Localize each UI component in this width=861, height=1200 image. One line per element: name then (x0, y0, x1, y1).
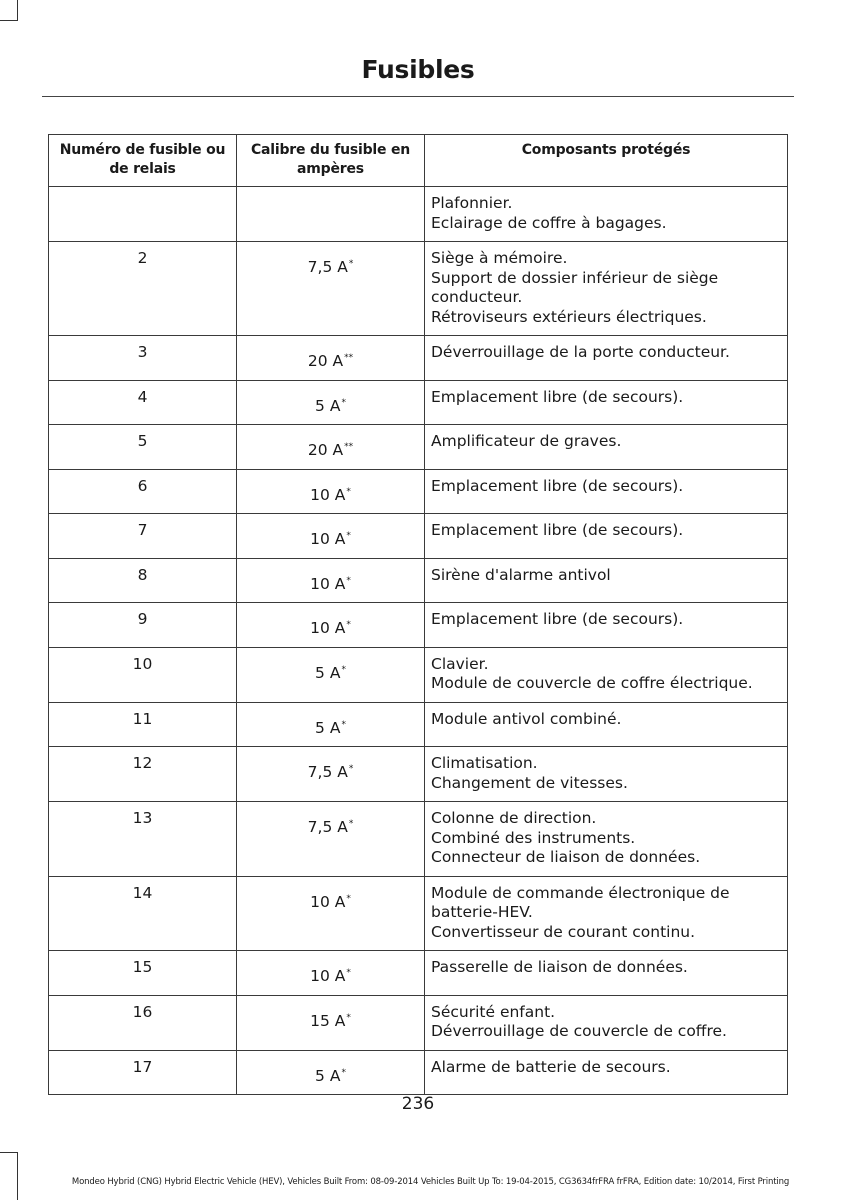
protected-components-cell (425, 514, 788, 559)
fuse-number-cell: 10 (49, 647, 237, 702)
table-row (49, 802, 788, 877)
footnote-mark: * (348, 819, 354, 829)
fuse-number-cell: 11 (49, 702, 237, 747)
table-row (49, 995, 788, 1050)
fuse-rating-text: 10 A (310, 892, 346, 911)
component-line: Déverrouillage de la porte conducteur. (431, 343, 730, 361)
component-line: Emplacement libre (de secours). (431, 387, 684, 406)
component-line: Module antivol combiné. (431, 709, 622, 728)
fuse-number-cell: 13 (49, 802, 237, 877)
fuse-rating-cell (237, 558, 425, 603)
fuse-number-cell: 12 (49, 747, 237, 802)
fuse-rating-cell (237, 802, 425, 877)
fuse-rating-cell (237, 1050, 425, 1095)
fuse-rating-value (310, 884, 351, 913)
fuse-rating-value (310, 1003, 351, 1032)
fuse-number-cell: 14 (49, 876, 237, 951)
table-row (49, 747, 788, 802)
footnote-mark: * (346, 486, 351, 497)
fuse-number-cell: 5 (49, 425, 237, 470)
footnote-mark: * (341, 664, 346, 675)
crop-mark-top-left-vertical (17, 0, 18, 20)
fuse-rating-text: 20 A (307, 352, 344, 370)
fuse-number-cell: 6 (49, 469, 237, 514)
crop-mark-bottom-left-horizontal (0, 1152, 18, 1153)
fuse-rating-text: 10 A (310, 619, 346, 637)
fuse-rating-text: 10 A (310, 574, 346, 593)
fuse-table (48, 134, 788, 1095)
table-row (49, 336, 788, 381)
fuse-rating-cell (237, 603, 425, 648)
fuse-number-cell: 9 (49, 603, 237, 648)
footnote-mark: * (341, 719, 346, 730)
component-line: Plafonnier. (431, 194, 513, 212)
fuse-rating-text: 15 A (310, 1011, 346, 1030)
fuse-number-cell: 3 (49, 336, 237, 381)
header-fuse-rating: Calibre du fusible en ampères (237, 135, 425, 187)
component-line: Module de couvercle de coffre électrique. (431, 674, 753, 692)
fuse-rating-text: 7,5 A (307, 258, 348, 276)
fuse-rating-value (308, 343, 353, 372)
protected-components-cell (425, 380, 788, 425)
component-line: Climatisation. (431, 754, 538, 772)
component-line: Convertisseur de courant continu. (431, 922, 696, 941)
header-protected-components: Composants protégés (425, 135, 788, 187)
fuse-rating-value (308, 249, 354, 278)
fuse-rating-cell (237, 380, 425, 425)
fuse-rating-text: 10 A (310, 530, 346, 548)
component-line: Eclairage de coffre à bagages. (431, 213, 667, 232)
footnote-mark: * (348, 764, 354, 774)
footnote-mark: * (346, 620, 351, 630)
page-title: Fusibles (361, 55, 475, 84)
fuse-rating-cell (237, 425, 425, 470)
fuse-rating-cell (237, 242, 425, 336)
protected-components-cell (425, 1050, 788, 1095)
fuse-rating-text: 10 A (310, 967, 346, 985)
fuse-rating-value (310, 521, 351, 550)
fuse-number-cell (49, 187, 237, 242)
fuse-rating-value (308, 809, 354, 838)
fuse-rating-value (310, 958, 351, 987)
table-row (49, 514, 788, 559)
fuse-number-cell: 15 (49, 951, 237, 996)
component-line: Passerelle de liaison de données. (431, 958, 688, 976)
protected-components-cell (425, 802, 788, 877)
table-row (49, 1050, 788, 1095)
protected-components-cell (425, 187, 788, 242)
table-row (49, 876, 788, 951)
table-row (49, 380, 788, 425)
header-fuse-number: Numéro de fusible ou de relais (49, 135, 237, 187)
footer-edition-info: Mondeo Hybrid (CNG) Hybrid Electric Vehicle (HEV), Vehicles Built From: 08-09-2014 Vehicles Built Up To: 19-04-2015, CG3634frFRA frFRA, Edition date: 10/2014, First Printing (71, 1177, 790, 1187)
fuse-table-body (49, 187, 788, 1095)
component-line: Support de dossier inférieur de siège conducteur. (431, 268, 719, 306)
fuse-rating-cell (237, 702, 425, 747)
fuse-rating-value (310, 610, 351, 639)
protected-components-cell (425, 469, 788, 514)
component-line: Emplacement libre (de secours). (431, 476, 684, 495)
protected-components-cell (425, 995, 788, 1050)
table-row (49, 951, 788, 996)
fuse-rating-cell (237, 647, 425, 702)
protected-components-cell (425, 558, 788, 603)
title-rule (42, 96, 794, 97)
fuse-rating-cell (237, 336, 425, 381)
table-row (49, 702, 788, 747)
component-line: Siège à mémoire. (431, 249, 568, 267)
footnote-mark: * (346, 575, 351, 586)
component-line: Déverrouillage de couvercle de coffre. (431, 1022, 727, 1040)
protected-components-cell (425, 876, 788, 951)
table-row (49, 558, 788, 603)
footnote-mark: * (346, 893, 351, 904)
fuse-number-cell: 17 (49, 1050, 237, 1095)
component-line: Clavier. (431, 654, 489, 673)
fuse-rating-text: 10 A (310, 485, 346, 504)
component-line: Colonne de direction. (431, 809, 597, 827)
fuse-number-cell: 2 (49, 242, 237, 336)
fuse-number-cell: 8 (49, 558, 237, 603)
component-line: Combiné des instruments. (431, 828, 636, 847)
fuse-rating-value (315, 655, 346, 684)
fuse-rating-text: 5 A (315, 1066, 341, 1085)
footnote-mark: ** (344, 353, 354, 363)
fuse-rating-cell (237, 951, 425, 996)
table-row (49, 425, 788, 470)
component-line: Emplacement libre (de secours). (431, 521, 684, 539)
component-line: Module de commande électronique de batterie-HEV. (431, 883, 730, 921)
footnote-mark: ** (344, 442, 354, 452)
fuse-number-cell: 16 (49, 995, 237, 1050)
component-line: Connecteur de liaison de données. (431, 848, 701, 866)
footnote-mark: * (346, 531, 351, 541)
fuse-number-cell: 4 (49, 380, 237, 425)
crop-mark-top-left-horizontal (0, 20, 18, 21)
fuse-rating-value (310, 566, 351, 595)
table-row (49, 647, 788, 702)
table-row (49, 242, 788, 336)
component-line: Sécurité enfant. (431, 1002, 556, 1021)
fuse-rating-value (315, 388, 346, 417)
component-line: Rétroviseurs extérieurs électriques. (431, 307, 707, 326)
component-line: Amplificateur de graves. (431, 432, 622, 450)
fuse-rating-value (315, 1058, 346, 1087)
fuse-rating-text: 7,5 A (307, 818, 348, 836)
component-line: Alarme de batterie de secours. (431, 1057, 671, 1076)
footnote-mark: * (346, 1012, 351, 1023)
protected-components-cell (425, 242, 788, 336)
component-line: Emplacement libre (de secours). (431, 610, 684, 628)
fuse-rating-value (308, 754, 354, 783)
fuse-rating-text: 5 A (315, 396, 341, 415)
protected-components-cell (425, 425, 788, 470)
fuse-rating-text: 7,5 A (307, 763, 348, 781)
fuse-rating-value (315, 710, 346, 739)
fuse-rating-cell (237, 469, 425, 514)
protected-components-cell (425, 747, 788, 802)
crop-mark-bottom-left-vertical (17, 1152, 18, 1200)
footnote-mark: * (341, 1067, 346, 1078)
table-row (49, 187, 788, 242)
fuse-rating-cell (237, 995, 425, 1050)
protected-components-cell (425, 603, 788, 648)
protected-components-cell (425, 951, 788, 996)
fuse-rating-cell (237, 187, 425, 242)
protected-components-cell (425, 647, 788, 702)
fuse-rating-value (330, 194, 331, 223)
fuse-rating-cell (237, 514, 425, 559)
fuse-rating-cell (237, 747, 425, 802)
page-number: 236 (401, 1094, 435, 1114)
table-header-row (49, 135, 788, 187)
component-line: Changement de vitesses. (431, 773, 628, 792)
fuse-rating-cell (237, 876, 425, 951)
fuse-rating-value (308, 432, 353, 461)
fuse-rating-text: 5 A (315, 718, 341, 737)
protected-components-cell (425, 336, 788, 381)
fuse-number-cell: 7 (49, 514, 237, 559)
fuse-rating-value (310, 477, 351, 506)
fuse-rating-text: 20 A (307, 441, 344, 459)
component-line: Sirène d'alarme antivol (431, 565, 611, 584)
table-row (49, 603, 788, 648)
footnote-mark: * (348, 259, 354, 269)
footnote-mark: * (341, 397, 346, 408)
footnote-mark: * (346, 968, 351, 978)
table-row (49, 469, 788, 514)
protected-components-cell (425, 702, 788, 747)
fuse-rating-text: 5 A (315, 663, 341, 682)
